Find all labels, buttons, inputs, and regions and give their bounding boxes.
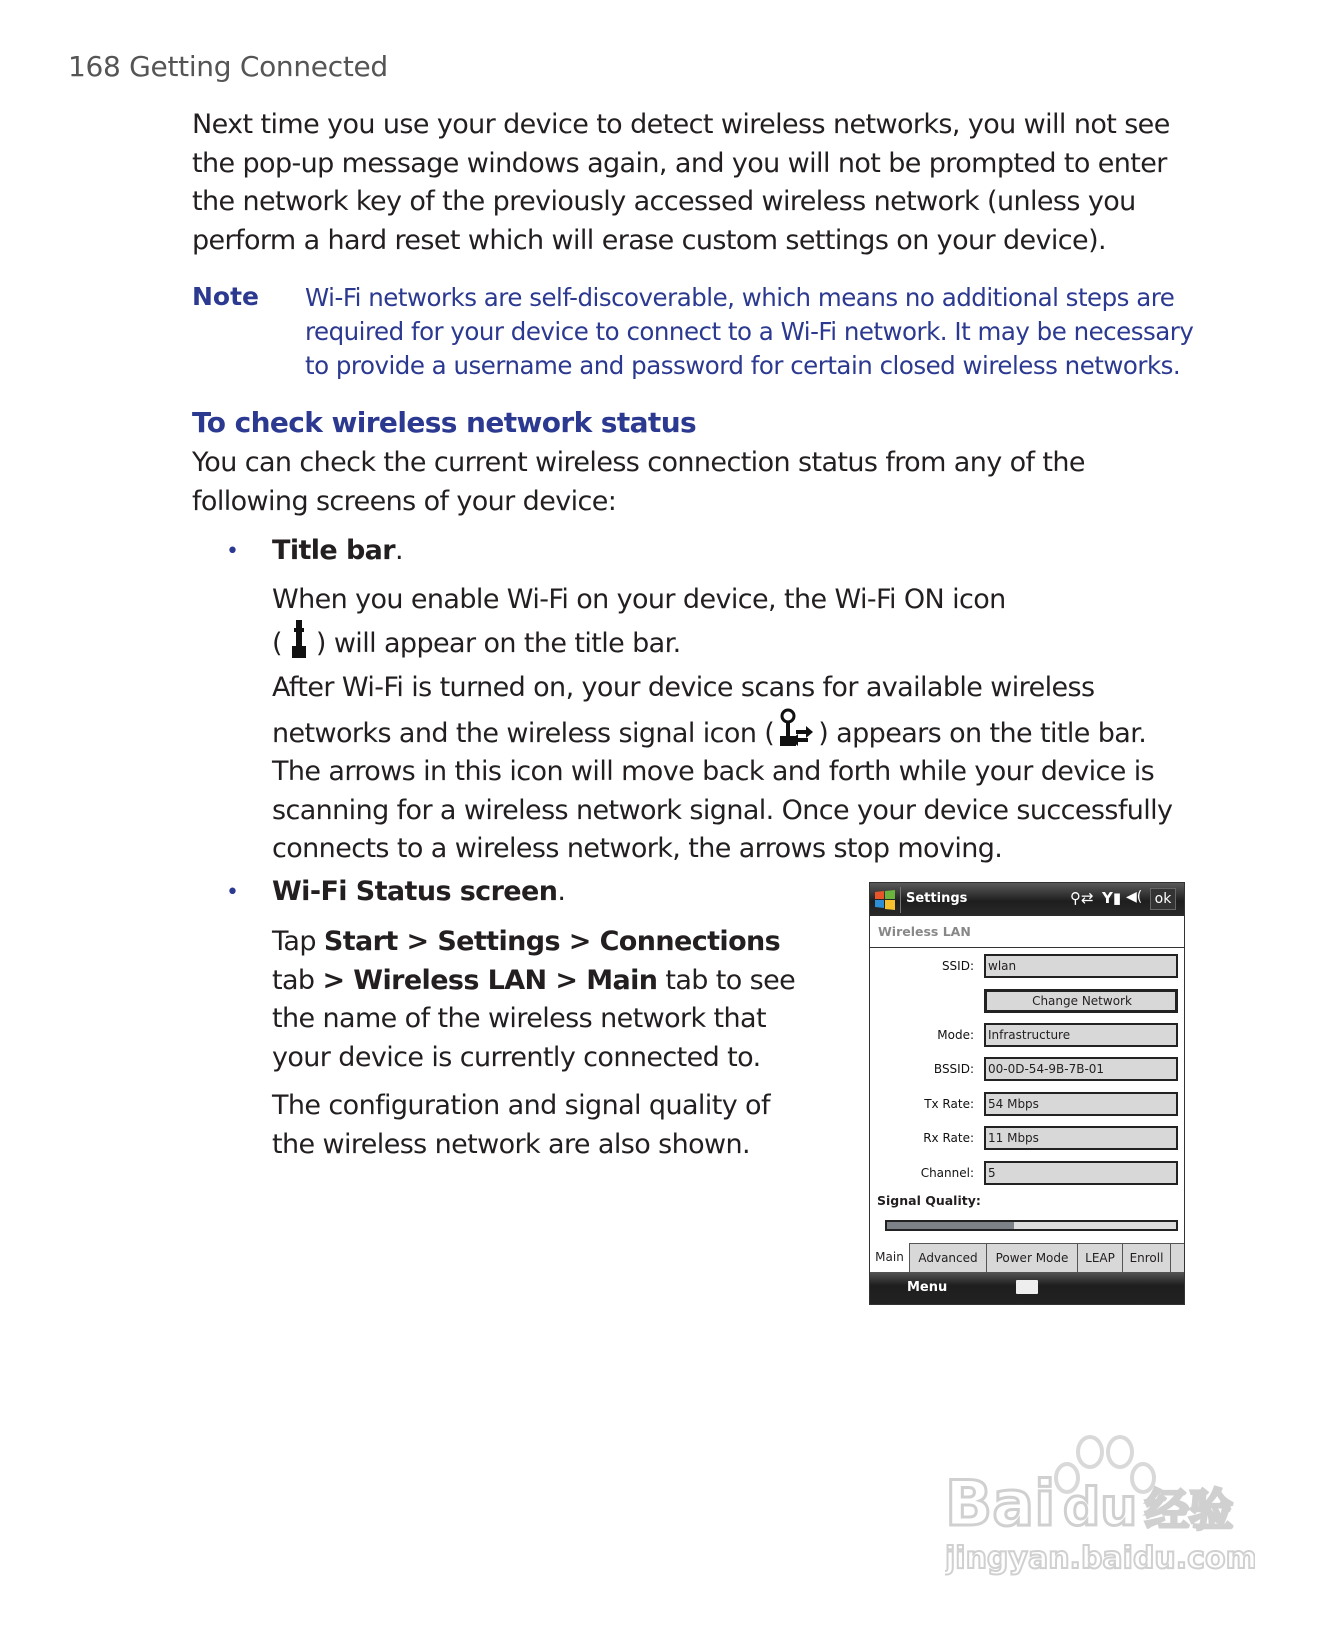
ok-button[interactable]: ok [1150, 888, 1176, 910]
page-header: 168 Getting Connected [68, 50, 388, 83]
bssid-field[interactable]: 00-0D-54-9B-7B-01 [984, 1057, 1178, 1081]
bullet-dot: • [226, 539, 239, 564]
signal-quality-fill [887, 1222, 1014, 1229]
tab-power-mode[interactable]: Power Mode [987, 1244, 1078, 1273]
text-line: the pop-up message windows again, and you will not be prompted to enter [192, 147, 1167, 179]
phone-signal-icon: Y▮ [1102, 889, 1122, 907]
mode-label: Mode: [937, 1028, 974, 1042]
ssid-label: SSID: [941, 959, 974, 973]
bullet1-paragraph1 [272, 581, 1006, 663]
text: ) appears on the title bar. [818, 717, 1147, 749]
bullet-dot: • [226, 880, 239, 905]
tab-main[interactable]: Main [870, 1243, 910, 1273]
keyboard-icon[interactable] [1016, 1280, 1038, 1294]
wifi-status-screenshot [869, 882, 1185, 1305]
bullet1-paragraph2 [272, 669, 1172, 869]
text-line: The arrows in this icon will move back and forth while your device is [272, 756, 1155, 787]
text-line: the wireless network are also shown. [272, 1128, 750, 1160]
text-line: When you enable Wi-Fi on your device, the Wi-Fi ON icon [272, 584, 1006, 615]
baidu-logo [945, 1430, 1255, 1580]
svg-text:jingyan.baidu.com: jingyan.baidu.com [945, 1541, 1255, 1576]
text-line: You can check the current wireless connection status from any of the [192, 447, 1085, 478]
title-bar [870, 883, 1184, 916]
bullet-title: Wi-Fi Status screen [272, 876, 558, 907]
section-intro [192, 444, 1085, 521]
text-line: scanning for a wireless network signal. Once your device successfully [272, 794, 1173, 826]
text-line [272, 708, 1172, 754]
bssid-label: BSSID: [933, 1062, 974, 1076]
svg-text:du: du [1063, 1478, 1138, 1538]
intro-paragraph [192, 106, 1170, 260]
text-line: connects to a wireless network, the arrows stop moving. [272, 833, 1003, 864]
text-line: Tap Start > Settings > Connections [272, 926, 781, 957]
subtitle: Wireless LAN [870, 916, 1184, 948]
text-line: Wi-Fi networks are self-discoverable, which means no additional steps are [305, 283, 1175, 312]
change-network-button[interactable]: Change Network [984, 989, 1178, 1013]
tx-rate-label: Tx Rate: [924, 1097, 974, 1111]
svg-text:经验: 经验 [1145, 1485, 1233, 1536]
tx-rate-field[interactable]: 54 Mbps [984, 1092, 1178, 1116]
bullet2-paragraph2 [272, 1087, 770, 1164]
softkey-bar [870, 1272, 1184, 1305]
bullet-title: Title bar [272, 535, 396, 566]
svg-text:Bai: Bai [945, 1467, 1056, 1540]
baidu-watermark [945, 1430, 1255, 1584]
bullet2-paragraph1 [272, 923, 795, 1077]
tab-enroll[interactable]: Enroll [1123, 1244, 1171, 1273]
text-line: the network key of the previously accessed wireless network (unless you [192, 186, 1136, 217]
tab-bar [870, 1243, 1184, 1273]
section-heading: To check wireless network status [192, 406, 697, 439]
rx-rate-label: Rx Rate: [923, 1131, 974, 1145]
channel-field[interactable]: 5 [984, 1161, 1178, 1185]
text-line: tab > Wireless LAN > Main tab to see [272, 964, 796, 996]
signal-quality-label: Signal Quality: [877, 1193, 981, 1208]
wireless-signal-icon [774, 708, 818, 748]
menu-softkey[interactable]: Menu [907, 1280, 948, 1295]
wireless-signal-icon: ⚲⇄ [1070, 889, 1094, 907]
channel-label: Channel: [920, 1166, 974, 1180]
title: Settings [906, 891, 968, 906]
text: networks and the wireless signal icon ( [272, 717, 775, 749]
text-line: Next time you use your device to detect wireless networks, you will not see [192, 109, 1170, 140]
text-line: your device is currently connected to. [272, 1041, 761, 1073]
windows-start-icon[interactable] [874, 889, 896, 911]
text-line [272, 620, 1006, 664]
tab-advanced[interactable]: Advanced [910, 1244, 987, 1273]
bullet-wifi-status: Wi-Fi Status screen. [272, 876, 566, 907]
note-label: Note [192, 282, 260, 311]
text-line: to provide a username and password for certain closed wireless networks. [305, 351, 1181, 380]
ssid-field[interactable]: wlan [984, 954, 1178, 978]
text-line: perform a hard reset which will erase custom settings on your device). [192, 224, 1106, 256]
text: ) will appear on the title bar. [315, 627, 681, 659]
text-line: following screens of your device: [192, 485, 617, 517]
text-line: After Wi-Fi is turned on, your device scans for available wireless [272, 672, 1095, 703]
bullet-title-bar: Title bar. [272, 535, 403, 566]
tab-leap[interactable]: LEAP [1078, 1244, 1123, 1273]
text-line: The configuration and signal quality of [272, 1090, 770, 1121]
signal-quality-bar [885, 1220, 1178, 1231]
paren: ( [272, 627, 282, 659]
speaker-icon[interactable]: ◀( [1126, 889, 1143, 905]
text-line: the name of the wireless network that [272, 1003, 766, 1034]
text-line: required for your device to connect to a Wi-Fi network. It may be necessary [305, 317, 1194, 346]
mode-field[interactable]: Infrastructure [984, 1023, 1178, 1047]
wifi-on-icon [290, 620, 308, 658]
rx-rate-field[interactable]: 11 Mbps [984, 1126, 1178, 1150]
note-text [305, 281, 1193, 383]
